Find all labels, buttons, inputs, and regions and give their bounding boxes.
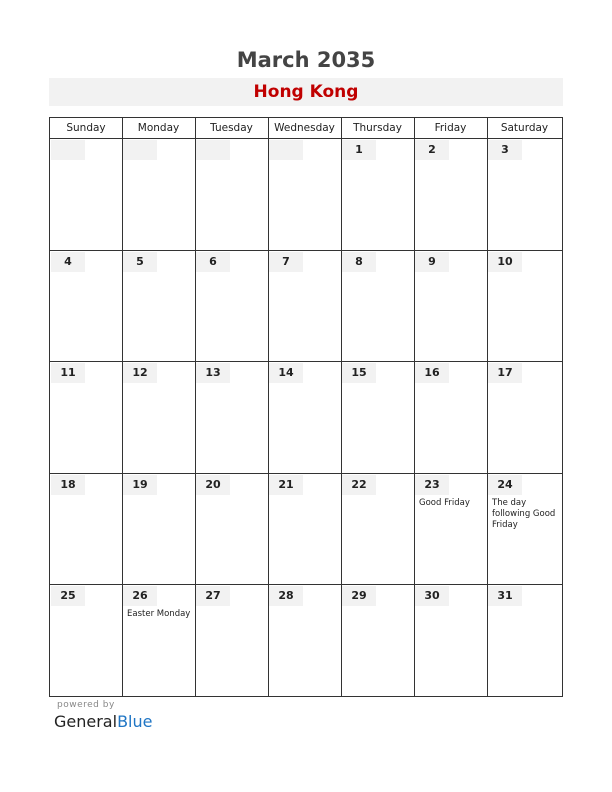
week-row [50,474,562,585]
date-number: 21 [269,475,303,495]
holiday-label: The day following Good Friday [492,498,556,530]
column-divider [341,118,342,696]
weekday-header-sunday: Sunday [66,122,106,134]
column-divider [268,118,269,696]
day-cell-empty [268,139,341,251]
brand-logo[interactable] [54,712,152,731]
powered-by-text: powered by [57,700,115,710]
calendar-grid [49,117,563,697]
weekday-header-monday: Monday [137,122,180,134]
row-divider [50,250,562,251]
date-number [196,140,230,160]
weekday-header-wednesday: Wednesday [274,122,335,134]
row-divider [50,473,562,474]
day-cell-14[interactable] [268,362,341,474]
calendar-title: March 2035 [236,48,376,72]
date-number: 31 [488,586,522,606]
date-number: 2 [415,140,449,160]
holiday-label: Good Friday [419,498,470,508]
column-divider [414,118,415,696]
date-number: 3 [488,140,522,160]
date-number [269,140,303,160]
day-cell-16[interactable] [414,362,487,474]
date-number [51,140,85,160]
date-number: 5 [123,252,157,272]
date-number: 18 [51,475,85,495]
day-cell-13[interactable] [195,362,268,474]
week-row [50,362,562,474]
weekday-header-friday: Friday [434,122,467,134]
weekday-header-row [50,118,562,139]
date-number: 23 [415,475,449,495]
day-cell-18[interactable] [50,474,122,585]
day-cell-3[interactable] [487,139,562,251]
date-number: 14 [269,363,303,383]
day-cell-27[interactable] [195,585,268,696]
day-cell-empty [50,139,122,251]
day-cell-9[interactable] [414,251,487,362]
holiday-label: Easter Monday [127,609,191,619]
date-number: 6 [196,252,230,272]
date-number: 11 [51,363,85,383]
column-divider [195,118,196,696]
date-number [123,140,157,160]
brand-blue: Blue [117,712,153,731]
date-number: 19 [123,475,157,495]
day-cell-1[interactable] [341,139,414,251]
day-cell-17[interactable] [487,362,562,474]
brand-general: General [54,712,118,731]
week-row [50,251,562,362]
day-cell-28[interactable] [268,585,341,696]
day-cell-15[interactable] [341,362,414,474]
week-row [50,585,562,696]
weekday-header-thursday: Thursday [353,122,402,134]
day-cell-23[interactable] [414,474,487,585]
day-cell-20[interactable] [195,474,268,585]
day-cell-12[interactable] [122,362,195,474]
day-cell-24[interactable] [487,474,562,585]
day-cell-30[interactable] [414,585,487,696]
row-divider [50,584,562,585]
date-number: 16 [415,363,449,383]
date-number: 7 [269,252,303,272]
weekday-header-saturday: Saturday [500,122,549,134]
day-cell-empty [122,139,195,251]
day-cell-25[interactable] [50,585,122,696]
day-cell-5[interactable] [122,251,195,362]
date-number: 4 [51,252,85,272]
date-number: 1 [342,140,376,160]
date-number: 27 [196,586,230,606]
day-cell-26[interactable] [122,585,195,696]
row-divider [50,361,562,362]
date-number: 13 [196,363,230,383]
region-name: Hong Kong [253,82,359,102]
day-cell-7[interactable] [268,251,341,362]
date-number: 22 [342,475,376,495]
date-number: 15 [342,363,376,383]
column-divider [487,118,488,696]
date-number: 25 [51,586,85,606]
date-number: 12 [123,363,157,383]
column-divider [122,118,123,696]
date-number: 10 [488,252,522,272]
day-cell-11[interactable] [50,362,122,474]
date-number: 20 [196,475,230,495]
day-cell-22[interactable] [341,474,414,585]
day-cell-10[interactable] [487,251,562,362]
date-number: 17 [488,363,522,383]
day-cell-empty [195,139,268,251]
weekday-header-tuesday: Tuesday [210,122,253,134]
date-number: 26 [123,586,157,606]
day-cell-19[interactable] [122,474,195,585]
day-cell-29[interactable] [341,585,414,696]
day-cell-31[interactable] [487,585,562,696]
date-number: 8 [342,252,376,272]
week-row [50,139,562,251]
region-banner [49,78,563,106]
day-cell-2[interactable] [414,139,487,251]
day-cell-6[interactable] [195,251,268,362]
date-number: 24 [488,475,522,495]
day-cell-4[interactable] [50,251,122,362]
date-number: 28 [269,586,303,606]
date-number: 29 [342,586,376,606]
day-cell-8[interactable] [341,251,414,362]
date-number: 9 [415,252,449,272]
day-cell-21[interactable] [268,474,341,585]
date-number: 30 [415,586,449,606]
